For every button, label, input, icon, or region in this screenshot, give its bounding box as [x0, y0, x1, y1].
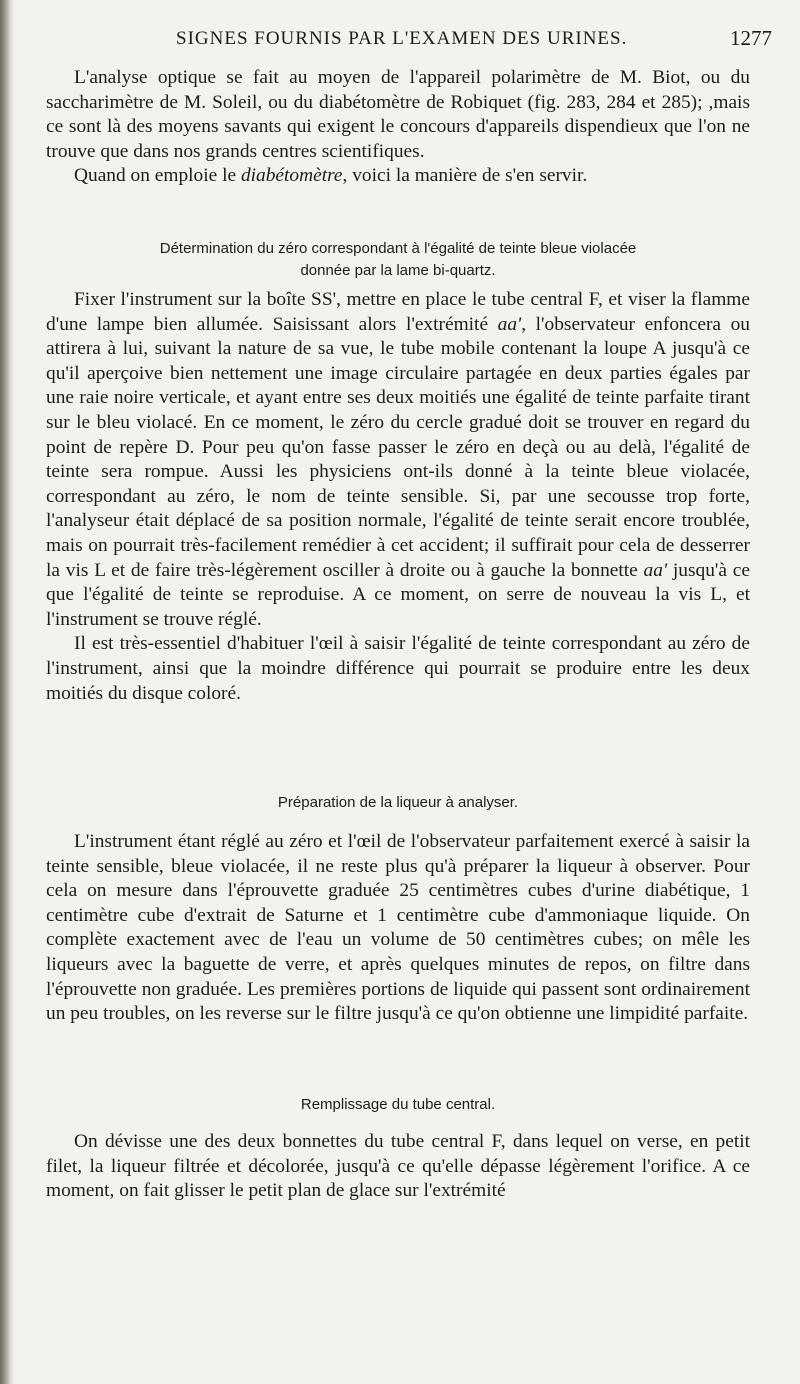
p1-part-a: Fixer l'instrument sur la boîte SS', mettre en place le tube central F, et viser la flamme d'une lampe bien allumée. Saisissant alors l'extrémité [46, 289, 750, 335]
intro-term-diabetometre: diabétomètre [240, 165, 343, 187]
intro-text-post: , voici la manière de s'en servir. [342, 165, 588, 187]
p1-part-c: jusqu'à ce que l'égalité de teinte se reproduise. A ce moment, on serre de nouveau la vis L, et l'instrument se trouve réglé. [46, 559, 751, 630]
section-heading-zero-line1: Détermination du zéro correspondant à l'égalité de teinte bleue violacée [159, 240, 637, 257]
section-zero-paragraph-2: Il est très-essentiel d'habituer l'œil à saisir l'égalité de teinte correspondant au zéro de l'instrument, ainsi que la moindre différence qui pourrait se produire entre les deux moitiés du disque coloré. [46, 633, 750, 704]
intro-block [46, 66, 750, 189]
section-heading-preparation: Préparation de la liqueur à analyser. [277, 794, 519, 811]
section-zero-paragraph-1 [46, 288, 750, 632]
section-heading-remplissage: Remplissage du tube central. [300, 1096, 496, 1113]
section-heading-zero-line2: donnée par la lame bi-quartz. [300, 262, 496, 279]
p1-term-aa-2: aa' [643, 559, 668, 581]
section-preparation-paragraph: L'instrument étant réglé au zéro et l'œil de l'observateur parfaitement exercé à saisir la teinte sensible, bleue violacée, il ne reste plus qu'à préparer la liqueur à observer. Pour cela on mesure dans l'éprouvette graduée 25 centimètres cubes d'urine diabétique, 1 centimètre cube d'extrait de Saturne et 1 centimètre cube d'ammoniaque liquide. On complète exactement avec de l'eau un volume de 50 centimètres cubes; on mêle les liqueurs avec la baguette de verre, et après quelques minutes de repos, on filtre dans l'éprouvette non graduée. Les premières portions de liquide qui passent sont ordinairement un peu troubles, on les reverse sur le filtre jusqu'à ce qu'on obtienne une limpidité parfaite. [46, 831, 750, 1025]
section-remplissage-paragraph: On dévisse une des deux bonnettes du tube central F, dans lequel on verse, en petit filet, la liqueur filtrée et décolorée, jusqu'à ce qu'elle dépasse légèrement l'orifice. A ce moment, on fait glisser le petit plan de glace sur l'extrémité [46, 1131, 750, 1202]
intro-paragraph: L'analyse optique se fait au moyen de l'appareil polarimètre de M. Biot, ou du saccharimètre de M. Soleil, ou du diabétomètre de Robiquet (fig. 283, 284 et 285); ,mais ce sont là des moyens savants qui exigent le concours d'appareils dispendieux que l'on ne trouve que dans nos grands centres scientifiques. [46, 67, 750, 162]
p1-part-b: , l'observateur enfoncera ou attirera à lui, suivant la nature de sa vue, le tube mobile contenant la loupe A jusqu'à ce qu'il aperçoive bien nettement une image circulaire partagée en deux parties égales par une raie noire verticale, et ayant entre ses deux moitiés une égalité de teinte parfaite tirant sur le bleu violacé. En ce moment, le zéro du cercle gradué doit se trouver en regard du point de repère D. Pour peu qu'on fasse passer le zéro en deçà ou au delà, l'égalité de teinte sera rompue. Aussi les physiciens ont-ils donné à la teinte bleue violacée, correspondant au zéro, le nom de teinte sensible. Si, par une secousse trop forte, l'analyseur était déplacé de sa position normale, l'égalité de teinte serait encore troublée, mais on pourrait très-facilement remédier à cet accident; il suffirait pour cela de desserrer la vis L et de faire très-légèrement osciller à droite ou à gauche la bonnette [46, 313, 750, 581]
p1-term-aa-1: aa' [497, 313, 522, 335]
section-zero-body [46, 288, 750, 706]
page-number: 1277 [730, 26, 772, 50]
section-preparation-body [46, 830, 750, 1027]
running-header: SIGNES FOURNIS PAR L'EXAMEN DES URINES. [176, 28, 628, 49]
section-heading-zero [46, 238, 750, 282]
intro-text-pre: Quand on emploie le [74, 165, 241, 187]
section-remplissage-body [46, 1130, 750, 1204]
intro-last-line [46, 164, 750, 189]
